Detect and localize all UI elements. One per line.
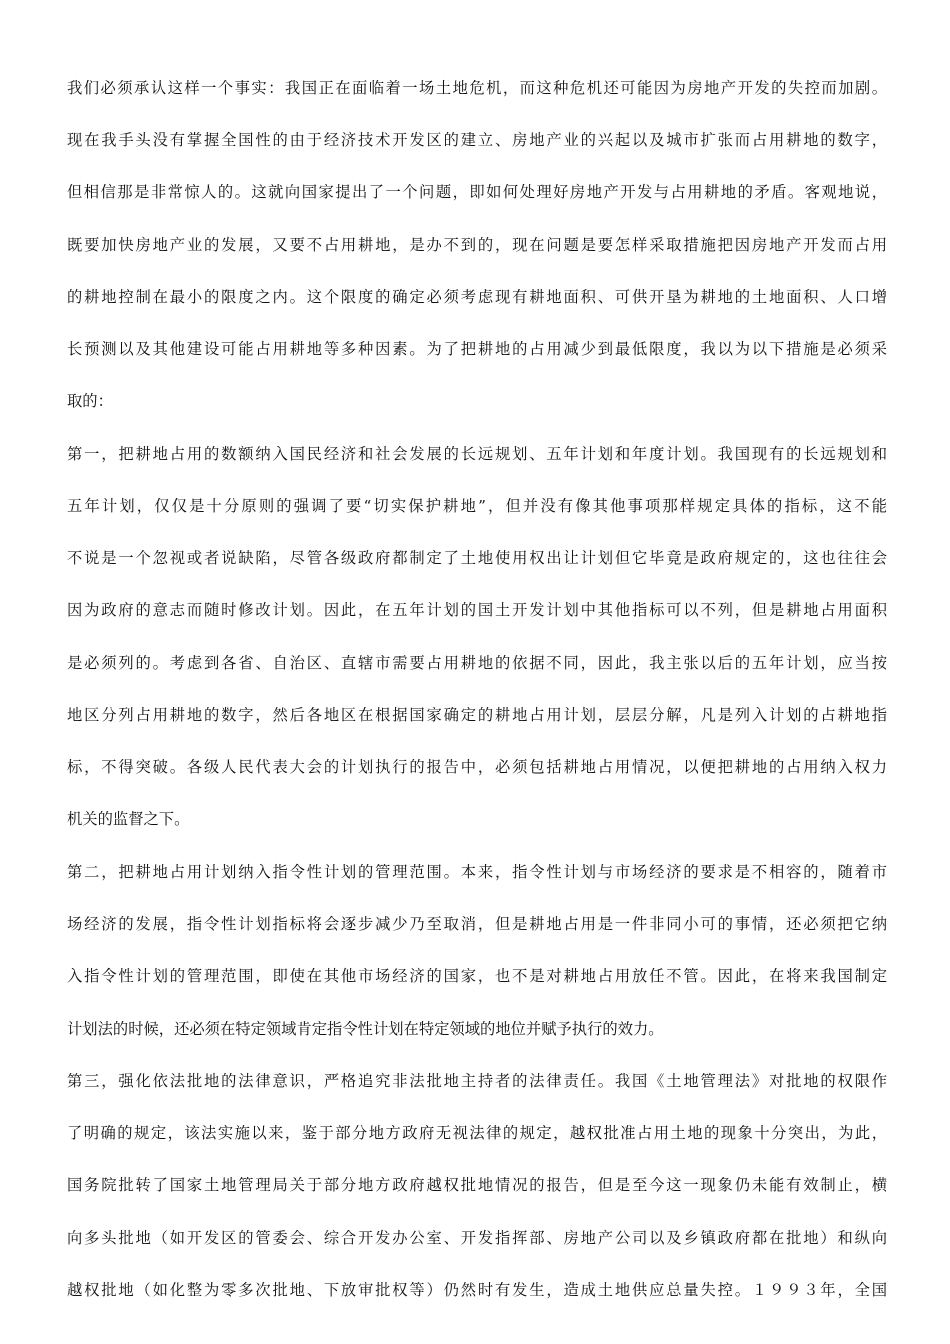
text-line: 机关的监督之下。 [67,810,190,828]
text-line: 入指令性计划的管理范围，即使在其他市场经济的国家，也不是对耕地占用放任不管。因此，在将来我国制定 [67,967,887,985]
text-line: 五年计划，仅仅是十分原则的强调了要“切实保护耕地”，但并没有像其他事项那样规定具体的指标，这不能 [67,497,887,515]
paragraph-first-line: 第一，把耕地占用的数额纳入国民经济和社会发展的长远规划、五年计划和年度计划。我国现有的长远规划和 [67,445,887,463]
text-line: 既要加快房地产业的发展，又要不占用耕地，是办不到的，现在问题是要怎样采取措施把因房地产开发而占用 [67,236,887,254]
text-line: 标，不得突破。各级人民代表大会的计划执行的报告中，必须包括耕地占用情况，以便把耕地的占用纳入权力 [67,758,887,776]
text-line: 了明确的规定，该法实施以来，鉴于部分地方政府无视法律的规定，越权批准占用土地的现象十分突出，为此， [67,1124,887,1142]
text-line: 取的： [67,392,113,410]
text-line: 的耕地控制在最小的限度之内。这个限度的确定必须考虑现有耕地面积、可供开垦为耕地的土地面积、人口增 [67,288,887,306]
text-line: 长预测以及其他建设可能占用耕地等多种因素。为了把耕地的占用减少到最低限度，我以为以下措施是必须采 [67,340,887,358]
paragraph-first-line: 第三，强化依法批地的法律意识，严格追究非法批地主持者的法律责任。我国《土地管理法》对批地的权限作 [67,1072,887,1090]
text-line: 我们必须承认这样一个事实：我国正在面临着一场土地危机，而这种危机还可能因为房地产开发的失控而加剧。 [67,79,887,97]
text-line: 国务院批转了国家土地管理局关于部分地方政府越权批地情况的报告，但是至今这一现象仍未能有效制止，横 [67,1176,887,1194]
text-line: 是必须列的。考虑到各省、自治区、直辖市需要占用耕地的依据不同，因此，我主张以后的五年计划，应当按 [67,654,887,672]
text-line: 因为政府的意志而随时修改计划。因此，在五年计划的国土开发计划中其他指标可以不列，但是耕地占用面积 [67,601,887,619]
text-line: 但相信那是非常惊人的。这就向国家提出了一个问题，即如何处理好房地产开发与占用耕地的矛盾。客观地说， [67,183,887,201]
text-line: 计划法的时候，还必须在特定领域肯定指令性计划在特定领域的地位并赋予执行的效力。 [67,1020,664,1038]
text-line: 向多头批地（如开发区的管委会、综合开发办公室、开发指挥部、房地产公司以及乡镇政府都在批地）和纵向 [67,1229,887,1247]
text-line: 不说是一个忽视或者说缺陷，尽管各级政府都制定了土地使用权出让计划但它毕竟是政府规定的，这也往往会 [67,549,887,567]
paragraph-first-line: 第二，把耕地占用计划纳入指令性计划的管理范围。本来，指令性计划与市场经济的要求是不相容的，随着市 [67,863,887,881]
text-line: 地区分列占用耕地的数字，然后各地区在根据国家确定的耕地占用计划，层层分解，凡是列入计划的占耕地指 [67,706,887,724]
text-line: 场经济的发展，指令性计划指标将会逐步减少乃至取消，但是耕地占用是一件非同小可的事情，还必须把它纳 [67,915,887,933]
text-line: 现在我手头没有掌握全国性的由于经济技术开发区的建立、房地产业的兴起以及城市扩张而占用耕地的数字， [67,131,887,149]
text-line: 越权批地（如化整为零多次批地、下放审批权等）仍然时有发生，造成土地供应总量失控。１９９３年，全国 [67,1281,887,1299]
